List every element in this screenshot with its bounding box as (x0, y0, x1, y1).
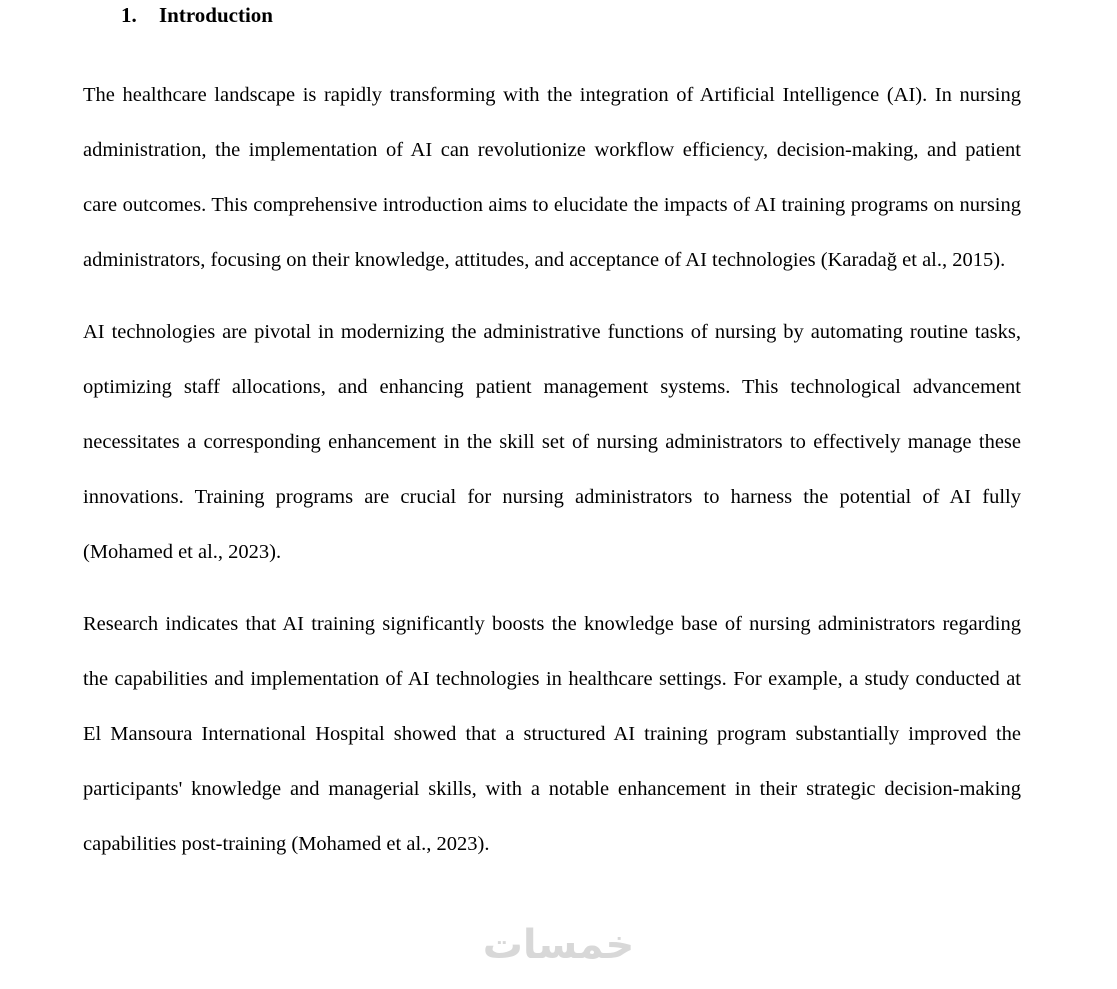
document-body (83, 68, 1021, 872)
section-heading (0, 0, 1117, 27)
paragraph-research-findings: Research indicates that AI training significantly boosts the knowledge base of nursing administrators regarding the capabilities and implementation of AI technologies in healthcare settings. For example, a study conducted at El Mansoura International Hospital showed that a structured AI training program substantially improved the participants' knowledge and managerial skills, with a notable enhancement in their strategic decision-making capabilities post-training (Mohamed et al., 2023). (83, 613, 1021, 855)
section-title: Introduction (159, 3, 273, 27)
khamsat-watermark: خمسات (482, 922, 635, 968)
paragraph-ai-technologies: AI technologies are pivotal in modernizing the administrative functions of nursing by automating routine tasks, optimizing staff allocations, and enhancing patient management systems. This technological advancement necessitates a corresponding enhancement in the skill set of nursing administrators to effectively manage these innovations. Training programs are crucial for nursing administrators to harness the potential of AI fully (Mohamed et al., 2023). (83, 321, 1021, 563)
section-number: 1. (121, 3, 137, 27)
paragraph-intro-overview: The healthcare landscape is rapidly transforming with the integration of Artificial Intelligence (AI). In nursing administration, the implementation of AI can revolutionize workflow efficiency, decision-making, and patient care outcomes. This comprehensive introduction aims to elucidate the impacts of AI training programs on nursing administrators, focusing on their knowledge, attitudes, and acceptance of AI technologies (Karadağ et al., 2015). (83, 84, 1021, 271)
